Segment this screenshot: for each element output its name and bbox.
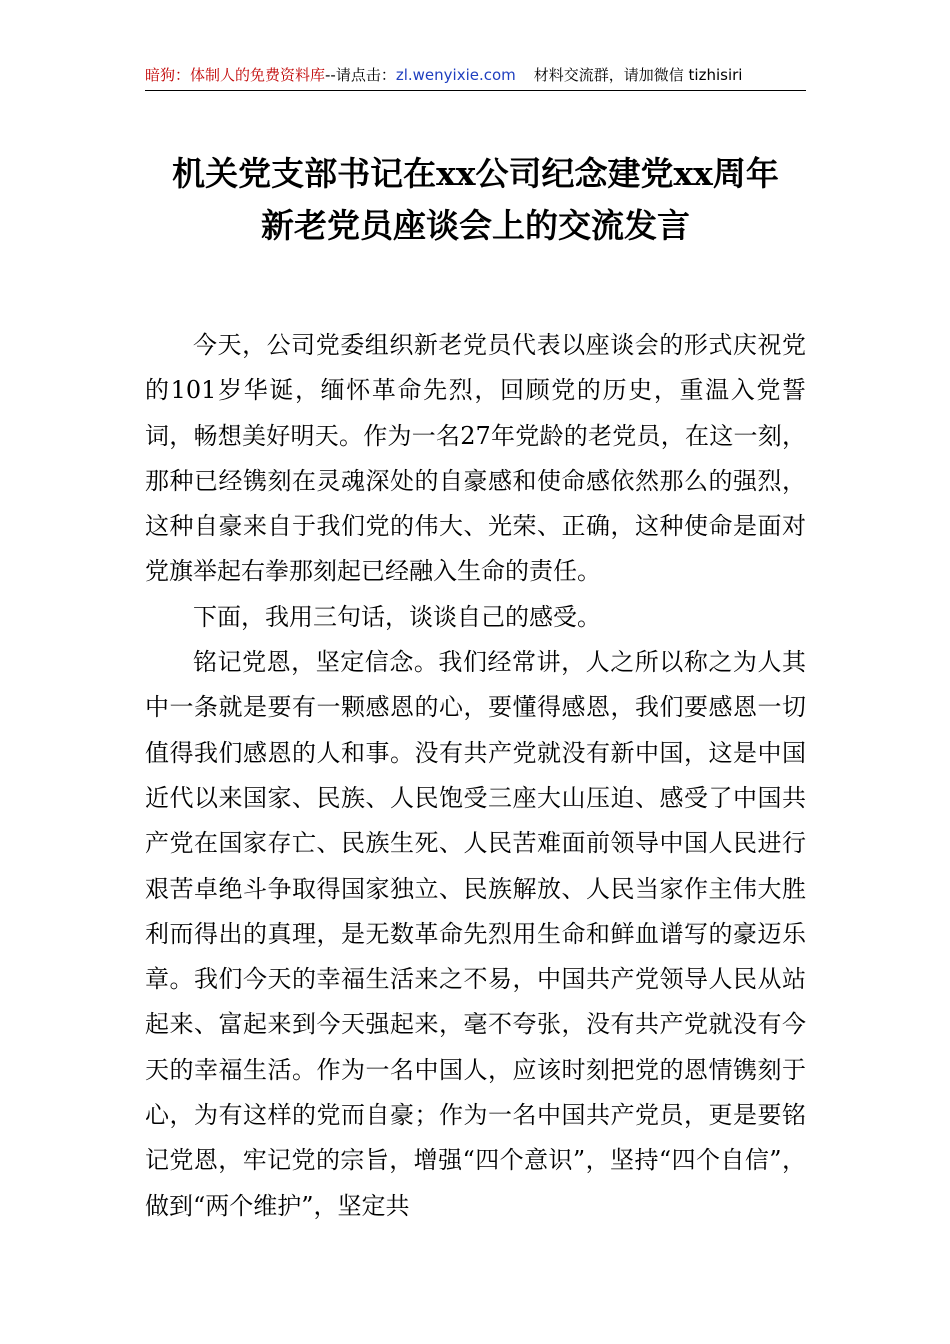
document-body: [145, 323, 806, 1229]
header-brand: 暗狗：体制人的免费资料库: [145, 66, 326, 84]
title-line-1: 机关党支部书记在xx公司纪念建党xx周年: [172, 154, 779, 193]
paragraph-1: 今天，公司党委组织新老党员代表以座谈会的形式庆祝党的101岁华诞，缅怀革命先烈，回顾党的历史，重温入党誓词，畅想美好明天。作为一名27年党龄的老党员，在这一刻，那种已经镌刻在灵魂深处的自豪感和使命感依然那么的强烈，这种自豪来自于我们党的伟大、光荣、正确，这种使命是面对党旗举起右拳那刻起已经融入生命的责任。: [145, 331, 806, 586]
header-group-info: 材料交流群，请加微信 tizhisiri: [533, 66, 743, 84]
header-url-link[interactable]: zl.wenyixie.com: [395, 66, 516, 84]
paragraph-2: 下面，我用三句话，谈谈自己的感受。: [193, 602, 601, 631]
paragraph-3: 铭记党恩，坚定信念。我们经常讲，人之所以称之为人其中一条就是要有一颗感恩的心，要懂得感恩，我们要感恩一切值得我们感恩的人和事。没有共产党就没有新中国，这是中国近代以来国家、民族、人民饱受三座大山压迫、感受了中国共产党在国家存亡、民族生死、人民苦难面前领导中国人民进行艰苦卓绝斗争取得国家独立、民族解放、人民当家作主伟大胜利而得出的真理，是无数革命先烈用生命和鲜血谱写的豪迈乐章。我们今天的幸福生活来之不易，中国共产党领导人民从站起来、富起来到今天强起来，毫不夸张，没有共产党就没有今天的幸福生活。作为一名中国人，应该时刻把党的恩情镌刻于心，为有这样的党而自豪；作为一名中国共产党员，更是要铭记党恩，牢记党的宗旨，增强“四个意识”，坚持“四个自信”，做到“两个维护”，坚定共: [145, 648, 806, 1220]
page-header: [145, 60, 806, 91]
header-prompt: --请点击：: [325, 66, 396, 84]
title-line-2: 新老党员座谈会上的交流发言: [261, 206, 690, 245]
document-title: [145, 148, 806, 252]
